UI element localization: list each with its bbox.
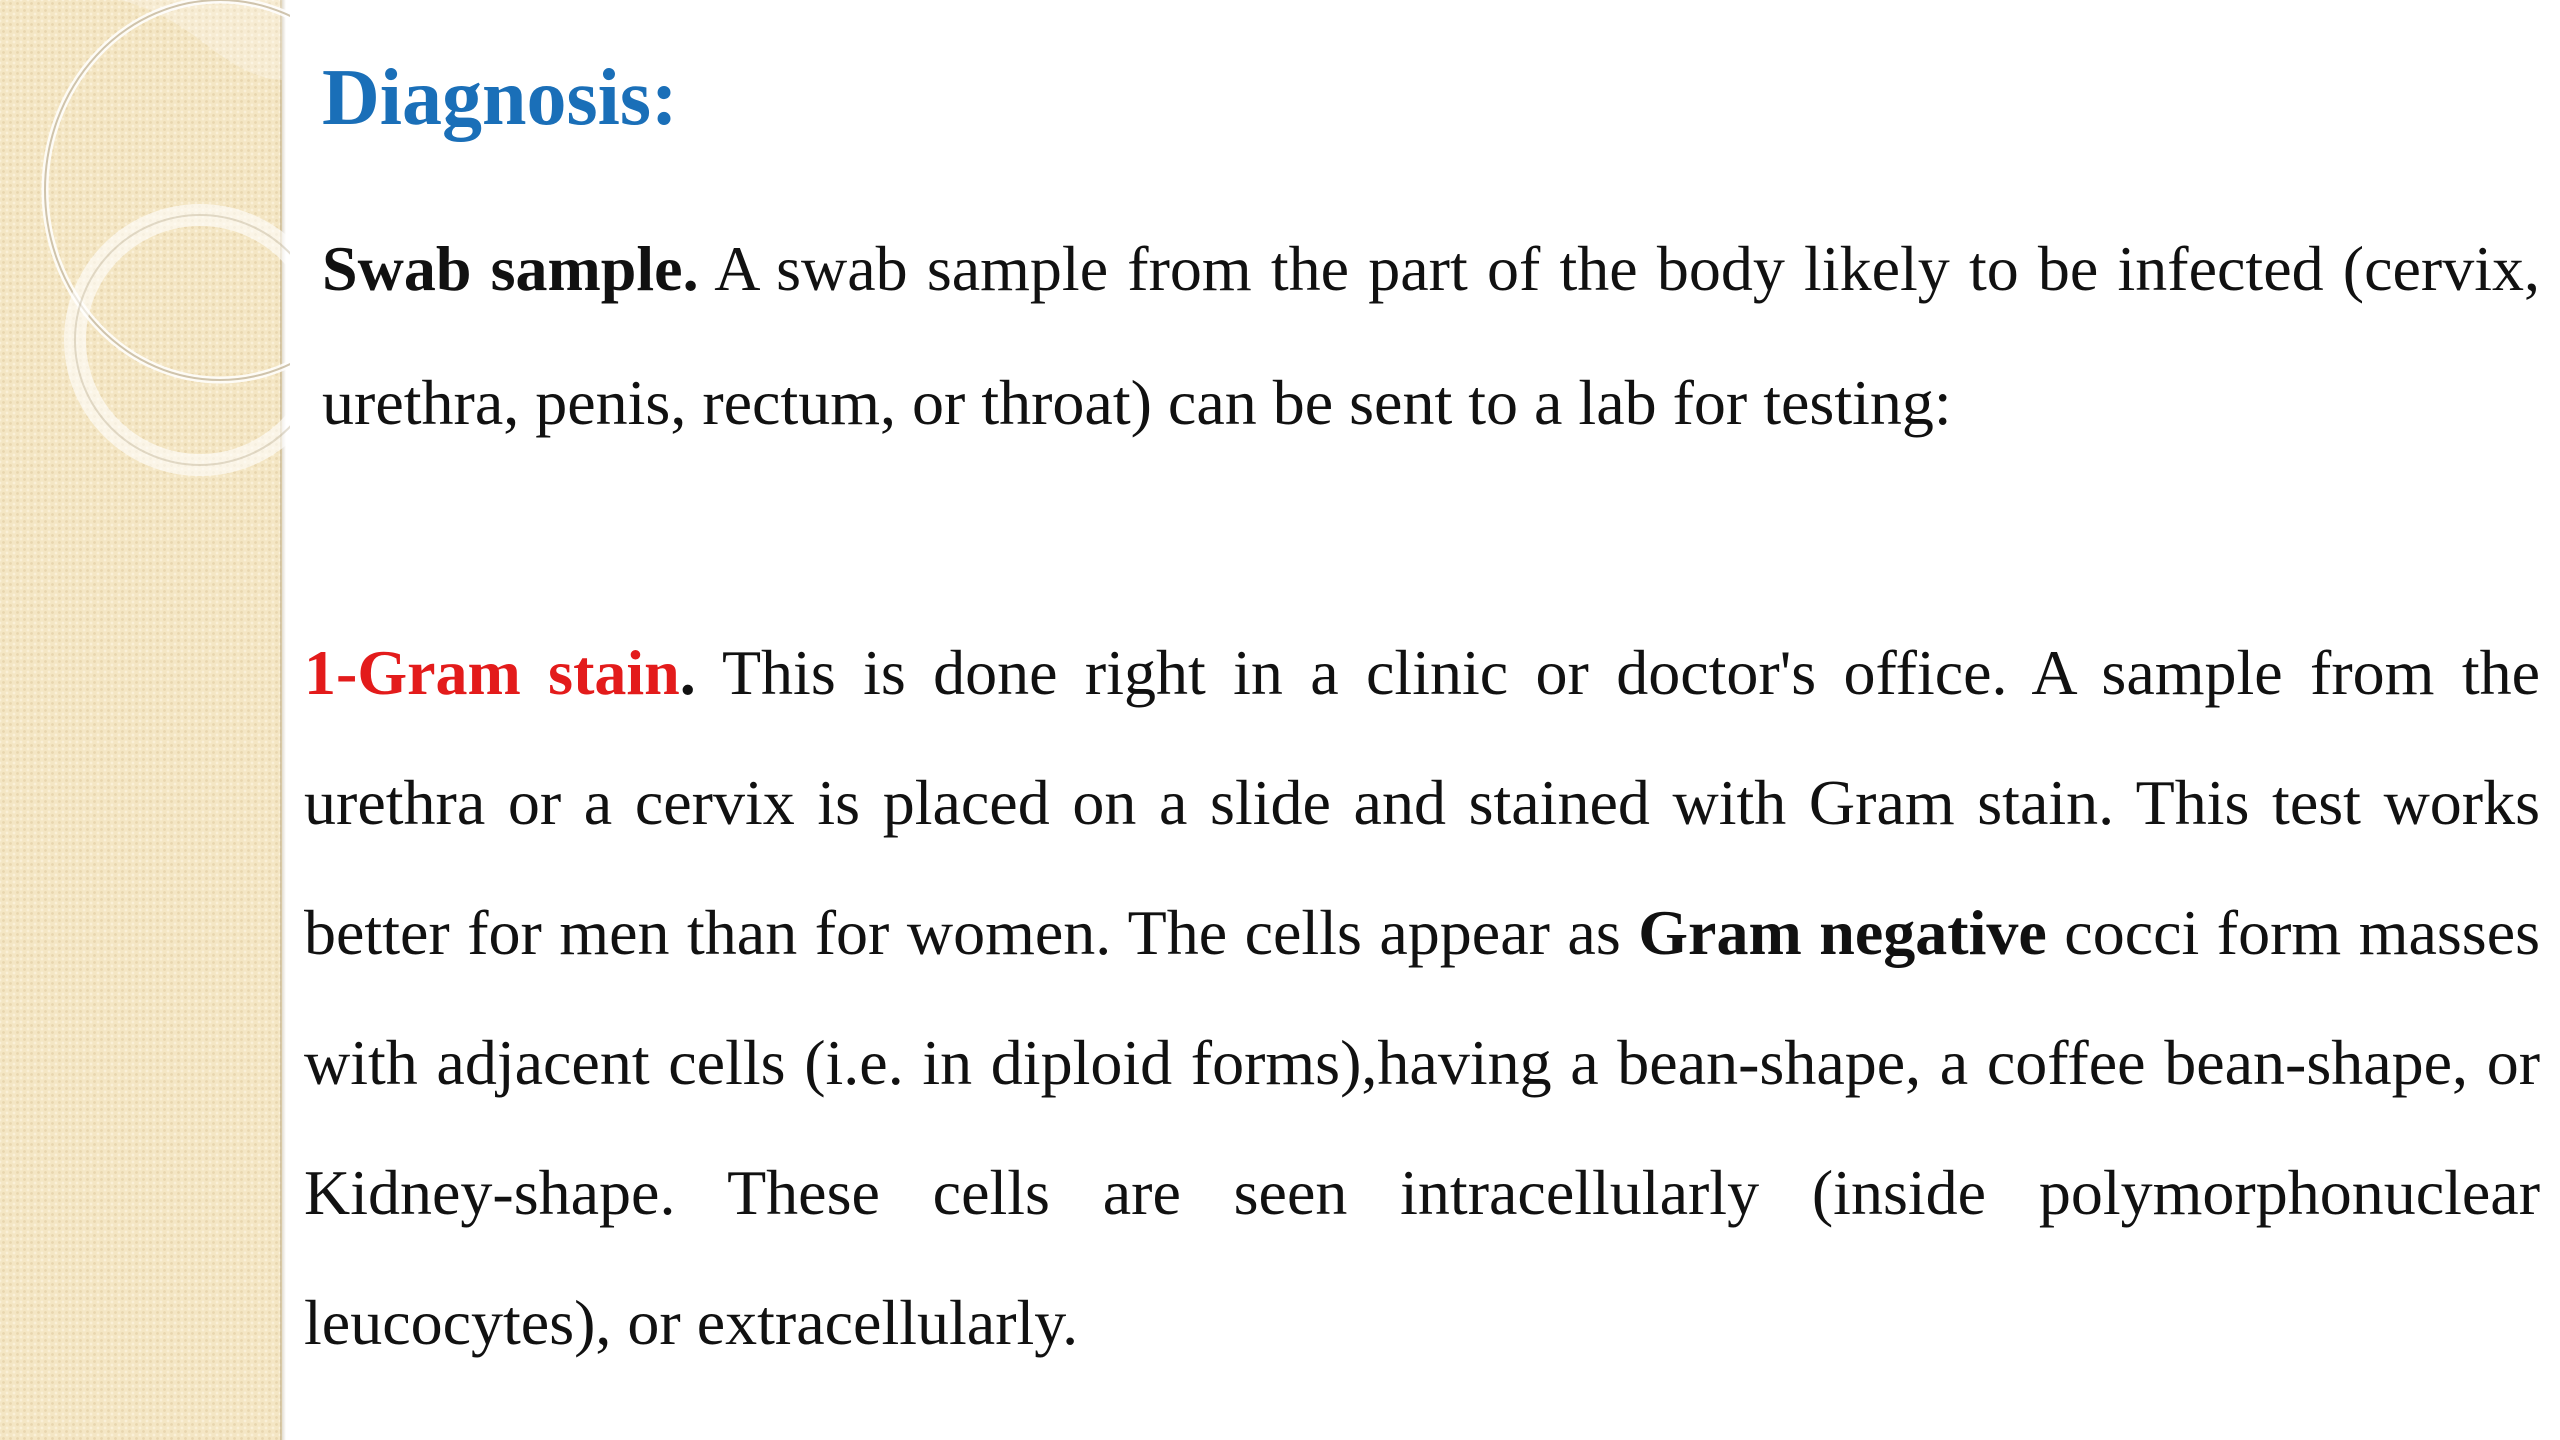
swab-sample-text: A swab sample from the part of the body likely to be infected (cervix, urethra, penis, rectum, or throat) can be sent to a lab for testing:: [322, 233, 2541, 438]
gram-stain-period: .: [679, 637, 696, 708]
gram-stain-title: 1-Gram stain: [304, 637, 680, 708]
gram-stain-paragraph: [304, 608, 2540, 1388]
gram-stain-text-1: This is done right in a clinic or doctor's office. A sample from the urethra or a cervix is placed on a slide and stained with Gram stain. This test works better for men than for women. The cells appear as: [304, 637, 2541, 968]
gram-stain-text-2: cocci form masses with adjacent cells (i.e. in diploid forms),having a bean-shape, a coffee bean-shape, or Kidney-shape. These cells are seen intracellularly (inside polymorphonuclear leucocytes), or extracellularly.: [304, 897, 2541, 1358]
slide-title: Diagnosis:: [322, 54, 678, 142]
swab-sample-title: Swab sample.: [322, 233, 699, 304]
gram-negative-term: Gram negative: [1638, 897, 2047, 968]
swab-sample-paragraph: [322, 202, 2540, 470]
